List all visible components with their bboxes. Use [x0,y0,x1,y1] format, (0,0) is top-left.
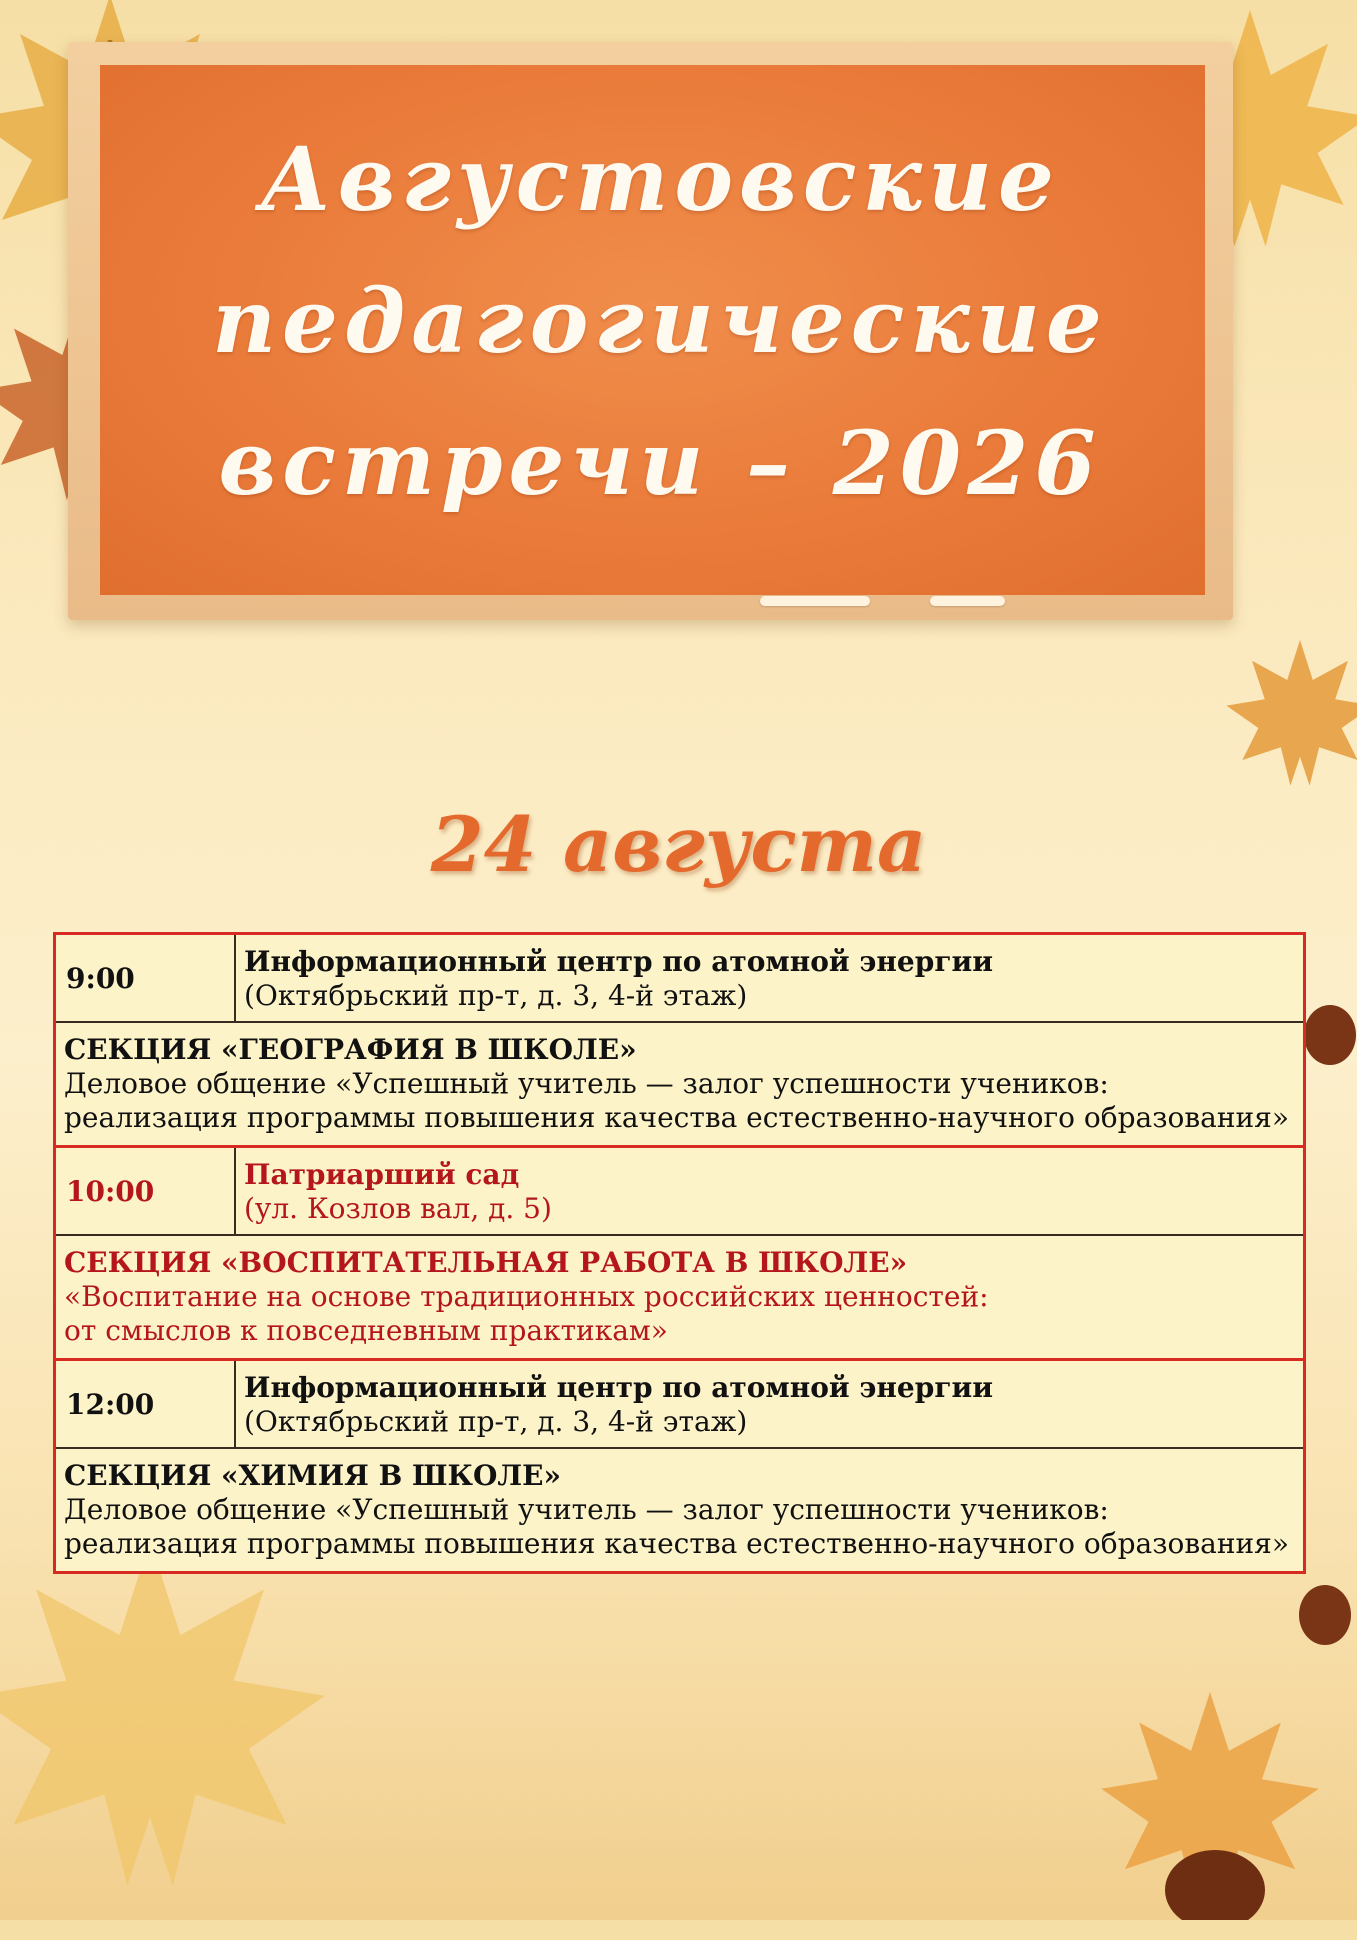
session-time: 9:00 [56,935,236,1021]
event-date: 24 августа [430,800,927,889]
schedule-block [53,1145,1306,1361]
chestnut-icon [1300,1000,1357,1070]
section-description: «Воспитание на основе традиционных российских ценностей: от смыслов к повседневным практикам» [64,1280,989,1347]
time-row [56,1361,1303,1449]
session-time: 12:00 [56,1361,236,1447]
venue [236,935,1003,1021]
venue-address: (ул. Козлов вал, д. 5) [244,1192,552,1225]
venue-address: (Октябрьский пр-т, д. 3, 4-й этаж) [244,1405,748,1438]
chalk-piece [930,596,1005,606]
venue-name: Информационный центр по атомной энергии [244,945,994,978]
schedule-block [53,932,1306,1148]
venue-name: Информационный центр по атомной энергии [244,1371,994,1404]
section-info [56,1449,1303,1571]
schedule-table [53,932,1306,1571]
session-time: 10:00 [56,1148,236,1234]
section-info [56,1023,1303,1145]
venue-name: Патриарший сад [244,1158,520,1191]
venue [236,1148,562,1234]
venue [236,1361,1003,1447]
section-description: Деловое общение «Успешный учитель — залог успешности учеников: реализация программы повышения качества естественно-научного образования» [64,1493,1289,1560]
section-title: СЕКЦИЯ «ГЕОГРАФИЯ В ШКОЛЕ» [64,1033,637,1066]
time-row [56,1148,1303,1236]
maple-leaf-right-icon [1220,620,1357,820]
chestnut-icon [1160,1840,1270,1920]
section-title: СЕКЦИЯ «ВОСПИТАТЕЛЬНАЯ РАБОТА В ШКОЛЕ» [64,1246,908,1279]
chalk-piece [760,596,870,606]
section-description: Деловое общение «Успешный учитель — залог успешности учеников: реализация программы повышения качества естественно-научного образования» [64,1067,1289,1134]
section-info [56,1236,1303,1358]
venue-address: (Октябрьский пр-т, д. 3, 4-й этаж) [244,979,748,1012]
poster-title: Августовские педагогические встречи – 2026 [212,127,1108,515]
maple-leaf-bottom-left-icon [0,1520,340,1940]
schedule-block [53,1358,1306,1574]
time-row [56,935,1303,1023]
section-title: СЕКЦИЯ «ХИМИЯ В ШКОЛЕ» [64,1459,561,1492]
chestnut-icon [1295,1580,1355,1650]
